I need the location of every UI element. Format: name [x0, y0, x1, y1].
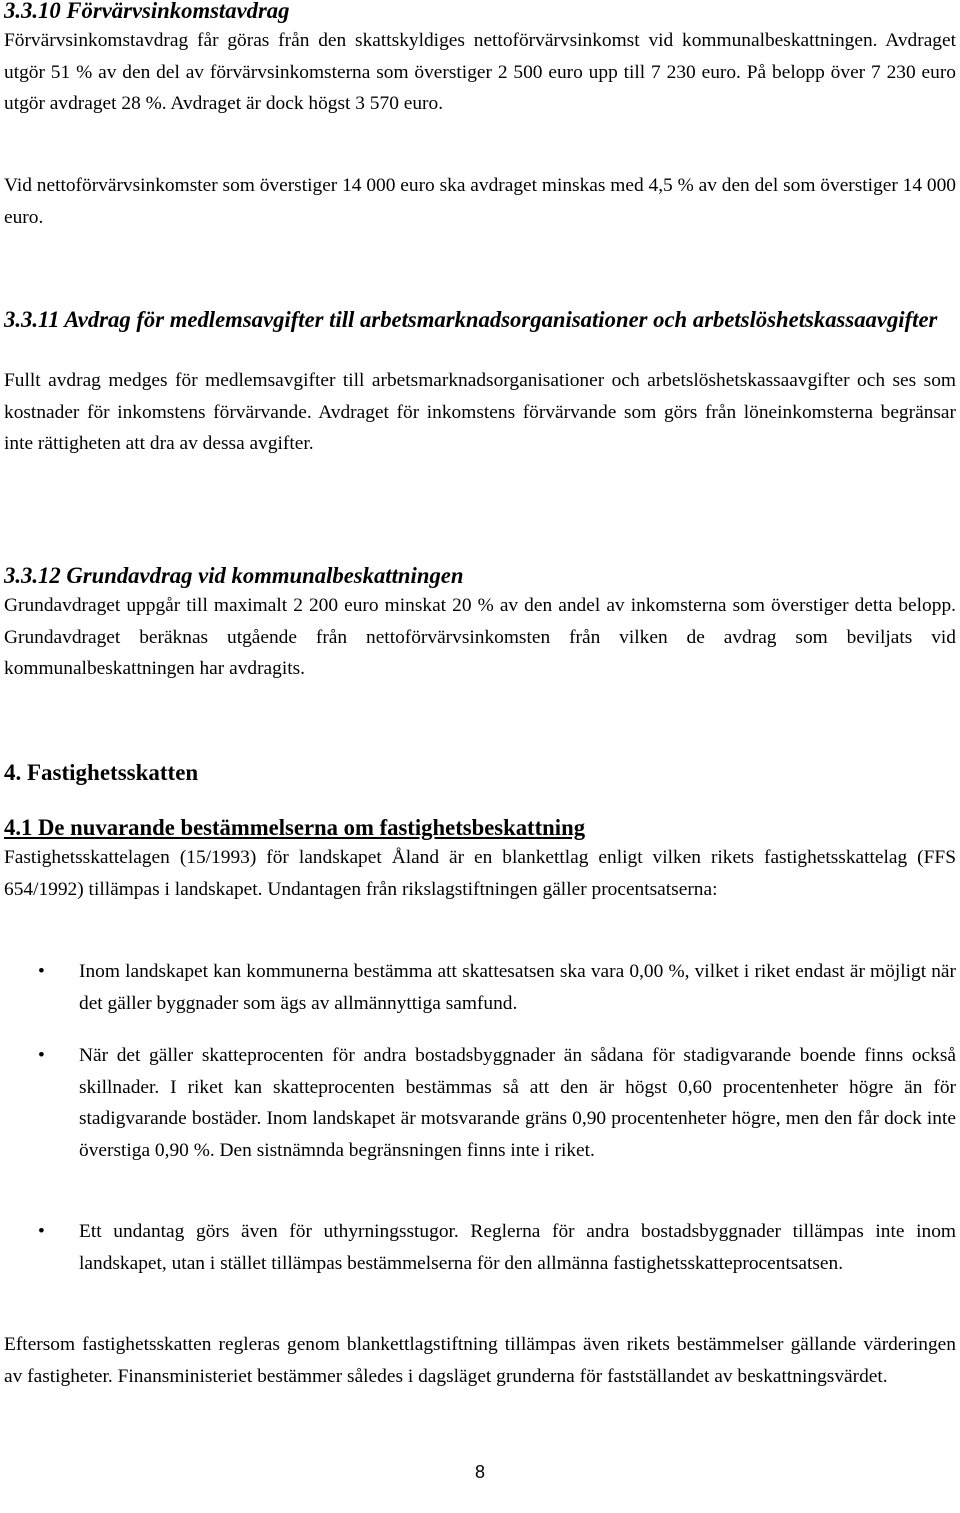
section-heading-4-1: 4.1 De nuvarande bestämmelserna om fastighetsbeskattning: [4, 815, 586, 840]
paragraph-grundavdrag: Grundavdraget uppgår till maximalt 2 200 euro minskat 20 % av den andel av inkomsterna som överstiger detta belopp. Grundavdraget beräknas utgående från nettoförvärvsinkomsten från vilken de avdrag som beviljats vid kommunalbeskattningen har avdragits.: [4, 595, 956, 679]
section-heading-3-3-10: 3.3.10 Förvärvsinkomstavdrag: [4, 0, 290, 23]
paragraph-blankettlagstiftning: Eftersom fastighetsskatten regleras genom blankettlagstiftning tillämpas även rikets bestämmelser gällande värderingen av fastigheter. Finansministeriet bestämmer således i dagsläget grunderna för fastställandet av beskattningsvärdet.: [4, 1334, 956, 1387]
paragraph-nettoforvarvsinkomster: Vid nettoförvärvsinkomster som överstiger 14 000 euro ska avdraget minskas med 4,5 % av den del som överstiger 14 000 euro.: [4, 175, 957, 228]
bullet-marker: •: [38, 961, 45, 982]
bullet-marker: •: [38, 1221, 45, 1242]
bullet-item-uthyrningsstugor: Ett undantag görs även för uthyrningsstugor. Reglerna för andra bostadsbyggnader tillämpas inte inom landskapet, utan i stället tillämpas bestämmelserna för den allmänna fastighetsskatteprocentsatsen.: [79, 1221, 956, 1274]
section-heading-3-3-12: 3.3.12 Grundavdrag vid kommunalbeskattningen: [4, 563, 464, 588]
bullet-item-skattesats: Inom landskapet kan kommunerna bestämma att skattesatsen ska vara 0,00 %, vilket i riket endast är möjligt när det gäller byggnader som ägs av allmännyttiga samfund.: [79, 961, 956, 1014]
section-heading-3-3-11: 3.3.11 Avdrag för medlemsavgifter till arbetsmarknadsorganisationer och arbetslöshetskassaavgifter: [4, 307, 938, 332]
bullet-item-skatteprocent: När det gäller skatteprocenten för andra bostadsbyggnader än sådana för stadigvarande boende finns också skillnader. I riket kan skatteprocenten bestämmas så att den är högst 0,60 procentenheter högre än för stadigvarande bostäder. Inom landskapet är motsvarande gräns 0,90 procentenheter högre, men den får dock inte överstiga 0,90 %. Den sistnämnda begränsningen finns inte i riket.: [79, 1045, 956, 1161]
page-number: 8: [474, 1462, 485, 1482]
section-heading-4: 4. Fastighetsskatten: [4, 760, 199, 785]
paragraph-medlemsavgifter: Fullt avdrag medges för medlemsavgifter till arbetsmarknadsorganisationer och arbetslöshetskassaavgifter och ses som kostnader för inkomstens förvärvande. Avdraget för inkomstens förvärvande som görs från löneinkomsterna begränsar inte rättigheten att dra av dessa avgifter.: [4, 370, 956, 454]
paragraph-forvarvsinkomstavdrag: Förvärvsinkomstavdrag får göras från den skattskyldiges nettoförvärvsinkomst vid kommunalbeskattningen. Avdraget utgör 51 % av den del av förvärvsinkomsterna som överstiger 2 500 euro upp till 7 230 euro. På belopp över 7 230 euro utgör avdraget 28 %. Avdraget är dock högst 3 570 euro.: [4, 30, 956, 114]
bullet-marker: •: [38, 1045, 45, 1066]
paragraph-fastighetsskattelagen: Fastighetsskattelagen (15/1993) för landskapet Åland är en blankettlag enligt vilken rikets fastighetsskattelag (FFS 654/1992) tillämpas i landskapet. Undantagen från rikslagstiftningen gäller procentsatserna:: [4, 847, 956, 900]
